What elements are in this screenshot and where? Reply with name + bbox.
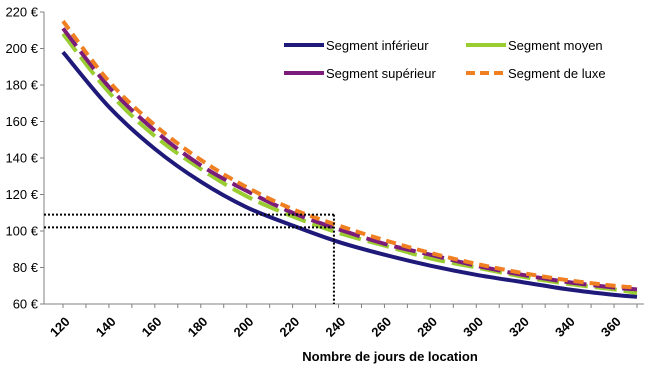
y-tick-label: 60 € (12, 296, 38, 312)
reference-lines (44, 215, 334, 304)
x-tick-label: 140 (92, 313, 119, 340)
y-tick-label: 80 € (12, 260, 38, 275)
legend-label: Segment inférieur (326, 38, 429, 53)
x-tick-label: 280 (414, 313, 441, 340)
x-tick-label: 320 (506, 313, 532, 340)
y-tick-label: 200 € (5, 41, 38, 56)
series-layer (63, 21, 637, 297)
y-tick-label: 220 € (5, 4, 38, 20)
x-tick-label: 260 (368, 313, 395, 340)
y-tick-label: 120 € (5, 187, 38, 202)
legend (284, 38, 606, 81)
x-tick-label: 200 (230, 313, 257, 340)
x-axis (44, 304, 644, 340)
x-tick-label: 120 (46, 313, 73, 340)
x-tick-label: 240 (322, 313, 349, 340)
y-axis (5, 5, 44, 312)
legend-label: Segment supérieur (326, 66, 436, 81)
x-axis-title: Nombre de jours de location (302, 349, 478, 364)
y-tick-label: 100 € (5, 223, 38, 239)
x-tick-label: 180 (184, 313, 211, 340)
x-tick-label: 300 (460, 313, 487, 340)
y-tick-label: 160 € (5, 114, 38, 129)
legend-label: Segment de luxe (508, 66, 606, 81)
legend-label: Segment moyen (508, 38, 603, 53)
series-line-segment-de-luxe (63, 21, 637, 287)
y-tick-label: 180 € (5, 77, 38, 93)
x-tick-label: 360 (597, 313, 624, 340)
y-tick-label: 140 € (5, 150, 38, 166)
series-line-segment-inf-rieur (63, 52, 637, 297)
x-tick-label: 340 (551, 313, 578, 340)
x-tick-label: 160 (138, 313, 165, 340)
x-tick-label: 220 (276, 313, 303, 340)
